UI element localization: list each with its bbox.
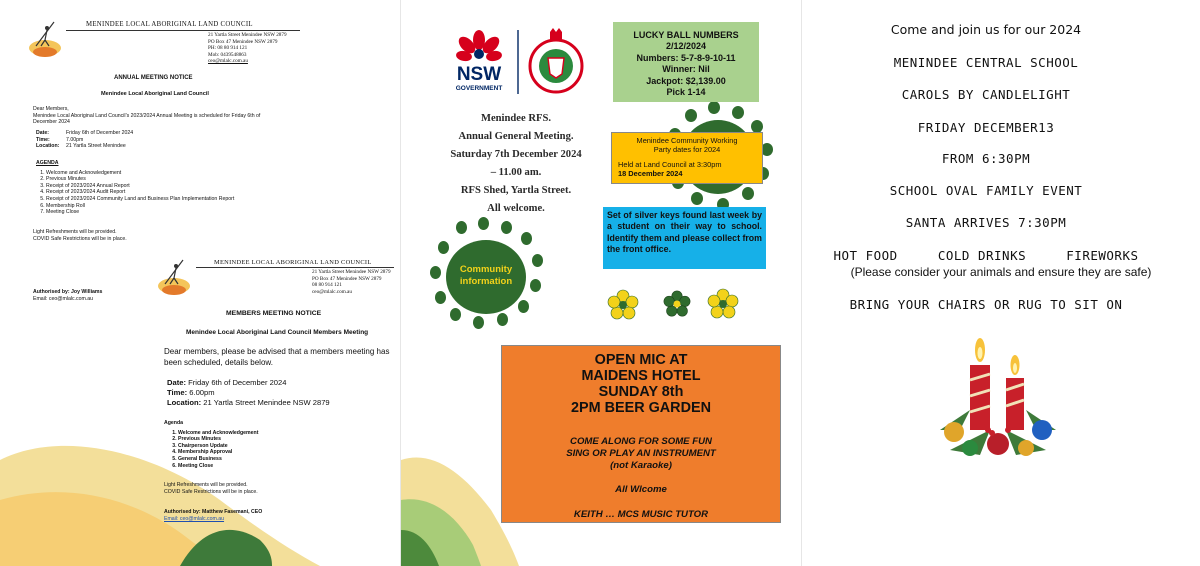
candle-right [1006,355,1024,430]
address-line: 21 Yartla Street Menindee NSW 2879 [312,269,391,275]
headline-line: MAIDENS HOTEL [581,368,701,384]
agenda-item: 7. Meeting Close [46,209,286,216]
carols-time: FROM 6:30PM [941,151,1031,166]
agenda-item: 1. Welcome and Acknowledgement [178,430,364,437]
panel-land-council [0,0,400,566]
decor-dot [521,232,532,245]
decor-dot [435,291,446,304]
lucky-line: Winner: Nil [662,64,710,75]
carols-santa: SANTA ARRIVES 7:30PM [905,215,1067,230]
agenda-item: 5. General Business [178,456,364,463]
annual-footer [33,229,127,242]
members-intro: Dear members, please be advised that a members meeting has been scheduled, details below. [164,347,390,367]
annual-notice-subtitle: Menindee Local Aboriginal Land Council [101,91,209,97]
detail-value: 21 Yartla Street Menindee [66,143,126,150]
detail-label: Time: [36,136,50,143]
agenda-item: 4. Receipt of 2023/2024 Audit Report [46,189,286,196]
nsw-text: NSW [456,64,502,85]
agenda-title: Agenda [164,420,184,426]
bauble-icon [987,433,1009,455]
agenda-item: 2. Previous Minutes [178,436,364,443]
decor-dot [501,221,512,234]
carols-event: CAROLS BY CANDLELIGHT [901,87,1071,102]
decor-dot [685,109,697,122]
working-party-title: Party dates for 2024 [653,145,721,154]
open-mic-box [501,345,781,523]
rfs-line: – 11.00 am. [490,167,542,178]
authorised-by: Authorised by: Matthew Fasemani, CEO [164,509,263,515]
working-party-title: Menindee Community Working [636,136,738,145]
detail-value: 6.00pm [189,387,215,397]
extra-item: HOT FOOD [833,248,898,263]
lucky-line: Pick 1-14 [666,87,706,98]
bauble-icon [1018,440,1034,456]
footer-note: COVID Safe Restrictions will be in place. [164,488,258,495]
agenda-item: 2. Previous Minutes [46,176,286,183]
bauble-icon [944,422,964,442]
footer-note: Light Refreshments will be provided. [33,229,117,235]
header-rule [66,30,300,31]
members-authorised [164,509,262,522]
carols-venue: SCHOOL OVAL FAMILY EVENT [889,183,1083,198]
annual-notice-title: ANNUAL MEETING NOTICE [114,75,193,81]
decor-dot [742,187,754,200]
open-mic-headline [502,352,780,416]
agenda-item: 6. Meeting Close [178,463,364,470]
lucky-line: LUCKY BALL NUMBERS [633,30,739,40]
nsw-government-logo [446,28,596,100]
carols-date: FRIDAY DECEMBER13 [917,120,1055,135]
lucky-line: Jackpot: $2,139.00 [646,75,726,86]
working-party-line: 18 December 2024 [618,169,683,178]
open-mic-welcome: All Wlcome [615,484,667,495]
detail-value: Friday 6th of December 2024 [188,378,287,387]
annual-agenda [36,160,286,216]
agenda-title: AGENDA [36,160,59,166]
lost-keys-text: Set of silver keys found last week by a student on their way to school. Identify them and please collect from the front office. [607,210,762,255]
email-link[interactable]: ceo@mlalc.com.au [312,288,352,295]
agenda-item: 6. Membership Roll [46,203,286,210]
org-name: MENINDEE LOCAL ABORIGINAL LAND COUNCIL [214,259,372,266]
government-text: GOVERNMENT [455,85,503,92]
flower-icon [607,289,639,321]
panel-carols [802,0,1200,566]
headline-line: 2PM BEER GARDEN [571,400,711,416]
lost-keys-box [603,207,766,269]
agenda-item: 1. Welcome and Acknowledgement [46,170,286,177]
rfs-line: All welcome. [487,203,545,214]
rfs-line: Saturday 7th December 2024 [450,149,582,160]
annual-notice-details [36,130,236,150]
decor-dot [497,313,508,326]
detail-label: Date: [36,130,49,136]
detail-label: Location: [167,397,202,407]
rfs-line: RFS Shed, Yartla Street. [460,185,572,196]
community-label-line: information [459,276,513,287]
footer-note: Light Refreshments will be provided. [164,482,248,488]
carols-note: (Please consider your animals and ensure they are safe) [850,265,1152,279]
decor-dot [530,279,541,292]
candle-left [970,338,990,430]
body-line: (not Karaoke) [610,460,672,471]
headline-line: SUNDAY 8th [598,384,684,400]
rfs-line: Annual General Meeting. [458,131,574,142]
decor-dot [732,106,744,119]
greeting: Dear Members, [33,106,69,112]
members-agenda [164,420,364,469]
open-mic-body [502,436,780,472]
detail-label: Time: [167,387,188,397]
decor-dot [532,254,543,267]
address-line: PH: 08 80 914 121 [208,45,248,52]
address-line: 21 Yartla Street Menindee NSW 2879 [208,32,287,38]
intro-text: Menindee Local Aboriginal Land Council's 2023/2024 Annual Meeting is scheduled for Friday 6th of December 2024 [33,112,261,126]
decor-dot [456,221,467,234]
footer-note: COVID Safe Restrictions will be in place. [33,235,127,242]
detail-label: Location: [36,143,60,150]
decor-dot [438,241,449,254]
decor-dot [450,308,461,321]
land-council-logo [28,18,62,58]
decor-dot [478,217,489,230]
members-notice-title: MEMBERS MEETING NOTICE [226,310,322,317]
authorised-by: Authorised by: Joy Williams [33,289,103,295]
email-link[interactable]: Email: ceo@mlalc.com.au [33,295,94,302]
flower-icon [707,288,739,320]
bauble-icon [1032,420,1052,440]
email-link[interactable]: Email: ceo@mlalc.com.au [164,515,225,522]
rfs-notice [441,110,591,218]
header-rule [196,267,394,268]
lucky-line: 2/12/2024 [665,41,707,52]
annual-authorised [33,289,102,302]
detail-value: Friday 6th of December 2024 [66,130,134,136]
body-line: COME ALONG FOR SOME FUN [570,436,712,447]
community-label [446,264,526,288]
carols-intro: Come and join us for our 2024 [890,22,1082,37]
working-party-box [611,132,763,184]
members-notice-subtitle: Menindee Local Aboriginal Land Council Members Meeting [186,329,369,336]
rfs-line: Menindee RFS. [480,113,552,124]
detail-value: 21 Yartla Street Menindee NSW 2879 [203,397,330,407]
decor-dot [430,266,441,279]
agenda-item: 3. Chairperson Update [178,443,364,450]
carols-bring: BRING YOUR CHAIRS OR RUG TO SIT ON [849,297,1123,312]
carols-extras [802,248,1170,263]
lucky-ball-box [613,22,759,102]
org-address [208,32,308,65]
panel-community [401,0,801,566]
open-mic-contact: KEITH … MCS MUSIC TUTOR [573,509,709,520]
address-line: Mob: 0439548863 [208,51,247,58]
address-line: PO Box 47 Menindee NSW 2879 [312,275,382,282]
headline-line: OPEN MIC AT [594,352,688,368]
christmas-candles-illustration [930,320,1066,470]
decor-dot [691,192,703,205]
address-line: PO Box 47 Menindee NSW 2879 [208,38,278,45]
extra-item: COLD DRINKS [937,248,1027,263]
decor-dot [473,316,484,329]
email-link[interactable]: ceo@mlalc.com.au [208,58,248,65]
members-details [167,378,330,407]
detail-label: Date: [167,378,186,387]
org-address [312,269,398,295]
decor-dot [708,101,720,114]
rfs-badge [530,28,582,92]
org-name: MENINDEE LOCAL ABORIGINAL LAND COUNCIL [86,21,253,28]
lucky-line: Numbers: 5-7-8-9-10-11 [636,52,736,63]
annual-notice-body [33,106,283,126]
bauble-icon [962,440,978,456]
address-line: 08 80 914 121 [312,282,342,289]
community-label-line: Community [459,264,513,275]
carols-school: MENINDEE CENTRAL SCHOOL [893,55,1079,70]
flower-icon [663,290,691,318]
decor-dot [518,300,529,313]
members-footer [164,482,258,495]
detail-value: 7.00pm [66,136,84,143]
agenda-item: 4. Membership Approval [178,449,364,456]
agenda-item: 5. Receipt of 2023/2024 Community Land and Business Plan Implementation Report [46,196,286,203]
agenda-item: 3. Receipt of 2023/2024 Annual Report [46,183,286,190]
working-party-line: Held at Land Council at 3:30pm [618,160,722,169]
extra-item: FIREWORKS [1066,248,1139,263]
body-line: SING OR PLAY AN INSTRUMENT [566,448,716,459]
land-council-logo [157,256,191,296]
